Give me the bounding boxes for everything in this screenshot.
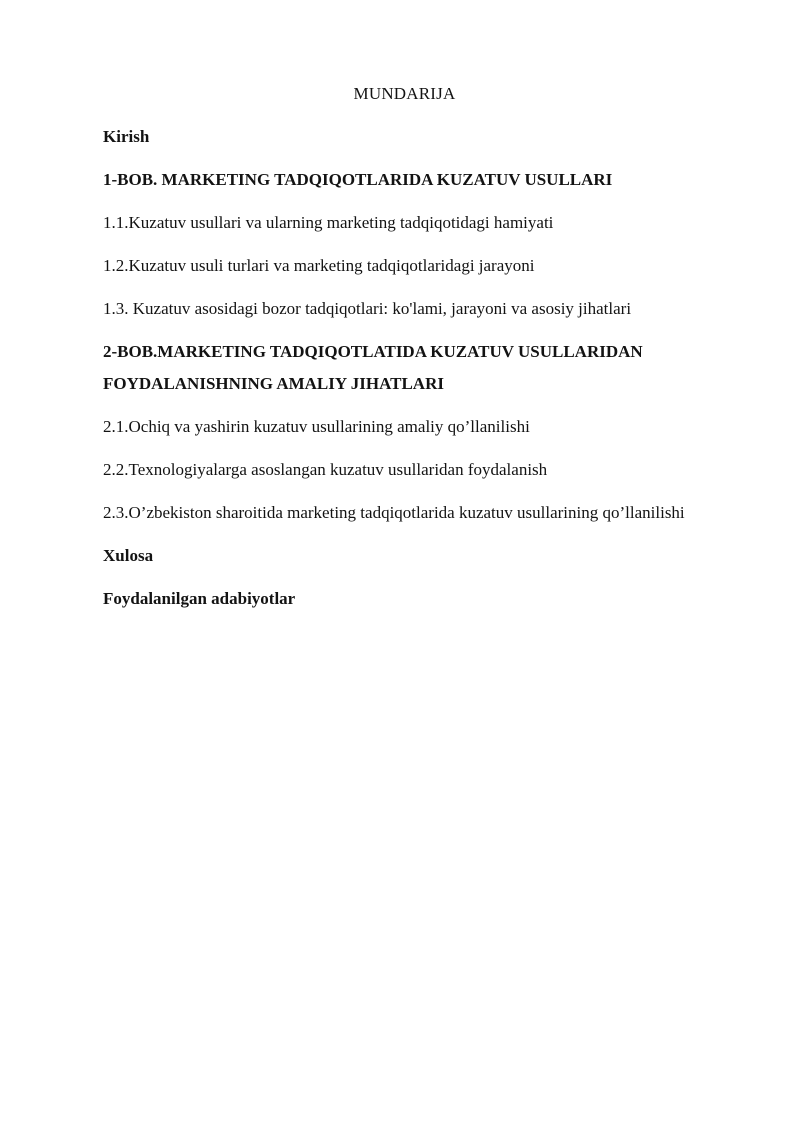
- document-title: MUNDARIJA: [353, 84, 456, 103]
- document-content: [103, 78, 706, 626]
- toc-line: 2.2.Texnologiyalarga asoslangan kuzatuv usullaridan foydalanish: [103, 460, 548, 479]
- toc-list: [103, 121, 706, 615]
- toc-line: Xulosa: [103, 546, 154, 565]
- toc-line: Foydalanilgan adabiyotlar: [103, 589, 296, 608]
- toc-line: 2.1.Ochiq va yashirin kuzatuv usullarining amaliy qo’llanilishi: [103, 417, 530, 436]
- toc-line: 2-BOB.MARKETING TADQIQOTLATIDA KUZATUV USULLARIDAN FOYDALANISHNING AMALIY JIHATLARI: [103, 342, 643, 393]
- toc-line: 2.3.O’zbekiston sharoitida marketing tadqiqotlarida kuzatuv usullarining qo’llanilishi: [103, 503, 685, 522]
- toc-line: 1-BOB. MARKETING TADQIQOTLARIDA KUZATUV USULLARI: [103, 170, 613, 189]
- toc-line: 1.2.Kuzatuv usuli turlari va marketing tadqiqotlaridagi jarayoni: [103, 256, 535, 275]
- toc-line: 1.1.Kuzatuv usullari va ularning marketing tadqiqotidagi hamiyati: [103, 213, 554, 232]
- toc-line: 1.3. Kuzatuv asosidagi bozor tadqiqotlari: ko'lami, jarayoni va asosiy jihatlari: [103, 299, 632, 318]
- toc-line: Kirish: [103, 127, 150, 146]
